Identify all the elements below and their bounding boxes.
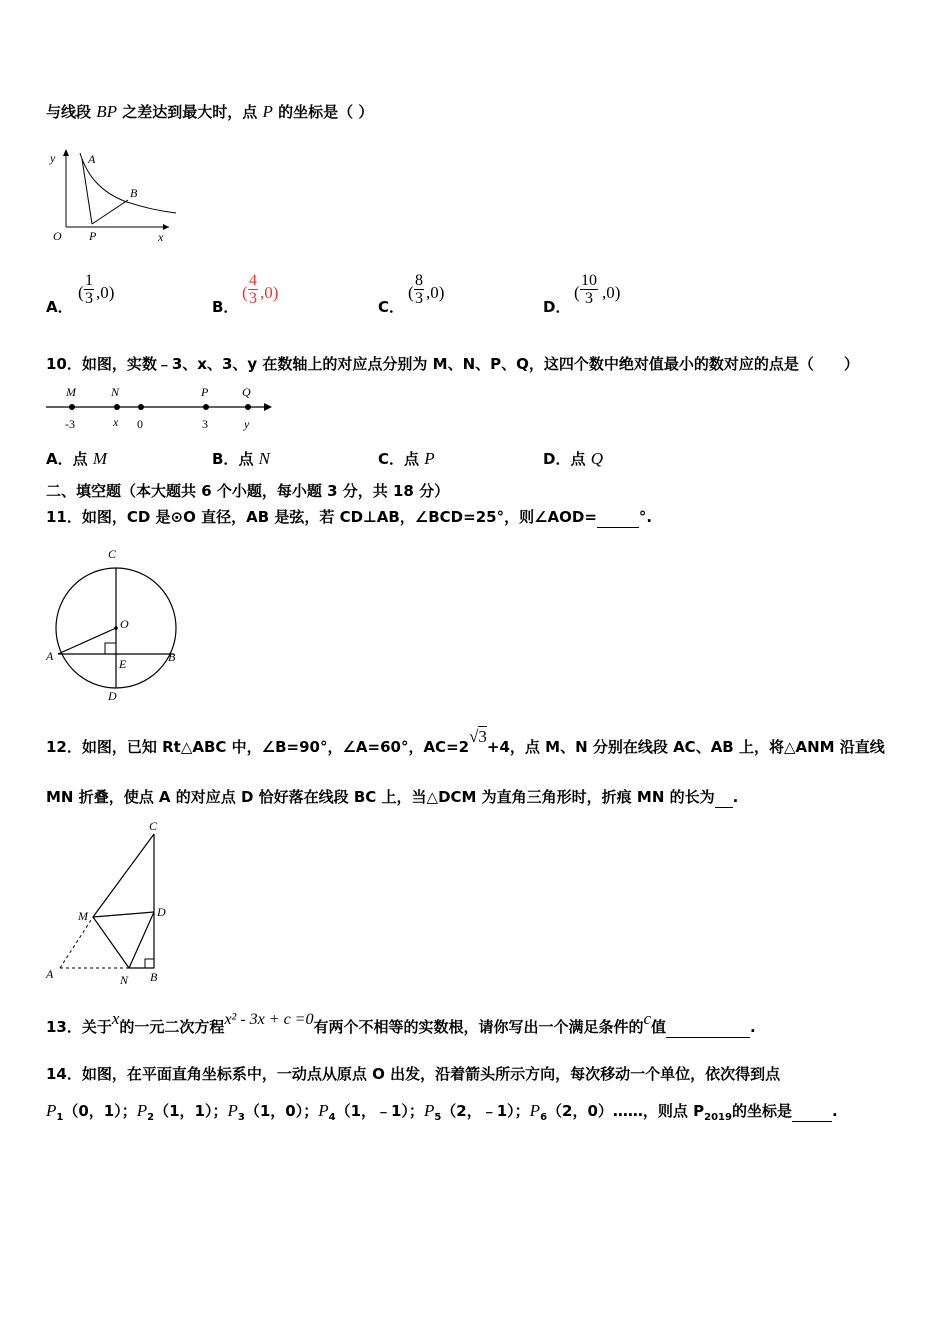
sqrt-symbol: √3 [469, 727, 487, 746]
fig-label-M: M [78, 909, 88, 923]
fig-label-N: N [120, 973, 129, 987]
q12-stem-line2: MN 折叠，使点 A 的对应点 D 恰好落在线段 BC 上，当△DCM 为直角三角形时，折痕 MN 的长为 . [46, 788, 739, 806]
fig-label-E: E [119, 657, 127, 671]
axis-label-N: N [111, 385, 120, 399]
fig-label-B: B [168, 650, 176, 664]
answer-blank[interactable] [666, 1017, 750, 1038]
fig-label-x: x [158, 230, 164, 244]
point-p2: $P_2(1$，1）； [136, 1101, 228, 1123]
answer-blank[interactable] [792, 1101, 832, 1122]
fraction: $\frac{4}{3}$ [249, 272, 257, 307]
axis-tick-y: y [244, 417, 250, 431]
fig-label-O: O [53, 229, 62, 243]
q9-stem: 与线段 BP 之差达到最大时，点 P 的坐标是（ ） [46, 102, 374, 121]
axis-tick-0: 0 [137, 417, 143, 431]
fig-label-B: B [130, 186, 138, 200]
section-heading: 二、填空题（本大题共 6 个小题，每小题 3 分，共 18 分） [46, 482, 450, 500]
q14-stem-line1: 14．如图，在平面直角坐标系中，一动点从原点 O 出发，沿着箭头所示方向，每次移动一个单位，依次得到点 [46, 1065, 781, 1083]
fig-label-P: P [89, 229, 97, 243]
q10-option-c[interactable]: C．点 P [378, 449, 435, 468]
axis-tick-3: 3 [202, 417, 208, 431]
fraction: $\frac{10}{3}$ [581, 272, 597, 307]
fig-label-C: C [149, 819, 158, 833]
axis-tick--3: -3 [65, 417, 75, 431]
q13-stem: 13．关于x的一元二次方程x² - 3x + c =0有两个不相等的实数根，请你写出一个满足条件的c值 . [46, 1009, 756, 1036]
axis-label-Q: Q [242, 385, 251, 399]
fig-label-C: C [108, 547, 117, 561]
q12-triangle-figure [40, 816, 180, 988]
q10-stem: 10．如图，实数﹣3、x、3、y 在数轴上的对应点分别为 M、N、P、Q，这四个数中绝对值最小的数对应的点是（ ） [46, 355, 859, 373]
q9-figure [44, 145, 184, 245]
point-p4: $P_4(1$，﹣1）； [318, 1101, 424, 1123]
answer-blank[interactable] [597, 507, 639, 528]
fig-label-A: A [46, 649, 54, 663]
answer-blank[interactable] [715, 787, 733, 808]
q10-option-b[interactable]: B．点 N [212, 449, 271, 468]
q11-circle-figure [44, 545, 184, 705]
fig-label-O: O [120, 617, 129, 631]
axis-label-M: M [66, 385, 76, 399]
fraction: $\frac{1}{3}$ [85, 272, 93, 307]
point-p6: $P_6(2$，0）……， [529, 1101, 658, 1123]
fraction: $\frac{8}{3}$ [415, 272, 423, 307]
fig-label-A: A [46, 967, 54, 981]
fig-label-B: B [150, 970, 158, 984]
fig-label-y: y [50, 151, 56, 165]
equation: x² - 3x + c =0 [224, 1011, 314, 1028]
point-p3: $P_3(1$，0）； [227, 1101, 319, 1123]
point-p1: $P_1(0$，1）； [46, 1101, 137, 1123]
q10-option-a[interactable]: A．点 M [46, 449, 108, 468]
q11-stem: 11．如图，CD 是⊙O 直径，AB 是弦，若 CD⊥AB，∠BCD=25°，则∠AOD= °. [46, 508, 653, 526]
fig-label-D: D [157, 905, 166, 919]
q14-stem-line2: $P_1(0$，1）；$P_2(1$，1）；$P_3(1$，0）；$P_4(1$，﹣1）；$P_5(2$，﹣1）；$P_6(2$，0）……，则点 $P_{2019}$的坐标是 . [46, 1101, 838, 1123]
axis-tick-x: x [113, 415, 119, 429]
fig-label-D: D [108, 689, 117, 703]
fig-label-A: A [88, 152, 96, 166]
q12-stem-line1: 12．如图，已知 Rt△ABC 中，∠B=90°，∠A=60°，AC=2√3+4，点 M、N 分别在线段 AC、AB 上，将△ANM 沿直线 [46, 727, 885, 756]
q10-option-d[interactable]: D．点 Q [543, 449, 603, 468]
q10-number-line [44, 380, 284, 432]
point-p5: $P_5(2$，﹣1）； [423, 1101, 530, 1123]
axis-label-P: P [201, 385, 209, 399]
